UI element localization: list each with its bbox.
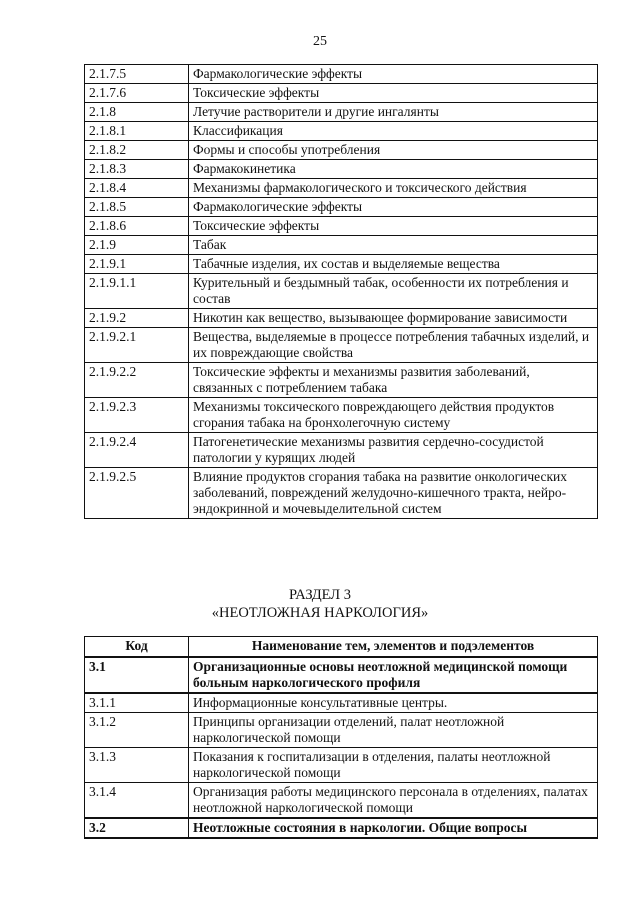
- row-title: Классификация: [189, 122, 598, 141]
- row-code: 2.1.9: [85, 236, 189, 255]
- row-title: Показания к госпитализации в отделения, палаты неотложной наркологической помощи: [189, 748, 598, 783]
- row-code: 2.1.9.2.2: [85, 363, 189, 398]
- table-row: [85, 398, 598, 433]
- row-title: Табак: [189, 236, 598, 255]
- table-row: [85, 818, 598, 838]
- row-code: 2.1.7.5: [85, 65, 189, 84]
- curriculum-table-section-3: [84, 636, 598, 839]
- row-code: 3.1.4: [85, 783, 189, 819]
- table-row: [85, 122, 598, 141]
- row-code: 2.1.9.2.1: [85, 328, 189, 363]
- row-code: 2.1.8.2: [85, 141, 189, 160]
- table-row: [85, 468, 598, 519]
- table-row: [85, 783, 598, 819]
- row-code: 3.2: [85, 818, 189, 838]
- row-title: Токсические эффекты: [189, 217, 598, 236]
- row-title: Фармакологические эффекты: [189, 65, 598, 84]
- row-code: 2.1.9.2.3: [85, 398, 189, 433]
- table-row: [85, 141, 598, 160]
- row-code: 3.1.2: [85, 713, 189, 748]
- row-title: Фармакологические эффекты: [189, 198, 598, 217]
- table-body: [85, 65, 598, 519]
- table-row: [85, 328, 598, 363]
- row-code: 3.1.3: [85, 748, 189, 783]
- row-title: Табачные изделия, их состав и выделяемые вещества: [189, 255, 598, 274]
- row-code: 2.1.8.5: [85, 198, 189, 217]
- section-heading: [0, 586, 640, 622]
- table-row: [85, 103, 598, 122]
- row-code: 2.1.9.2.5: [85, 468, 189, 519]
- section-number: РАЗДЕЛ 3: [289, 587, 351, 603]
- table-row: [85, 713, 598, 748]
- row-title: Вещества, выделяемые в процессе потребления табачных изделий, и их повреждающие свойства: [189, 328, 598, 363]
- row-code: 2.1.8.1: [85, 122, 189, 141]
- table-body: [85, 657, 598, 838]
- table-row: [85, 84, 598, 103]
- row-code: 2.1.8.3: [85, 160, 189, 179]
- table-row: [85, 693, 598, 713]
- row-title: Никотин как вещество, вызывающее формирование зависимости: [189, 309, 598, 328]
- table-row: [85, 657, 598, 693]
- row-code: 2.1.8.6: [85, 217, 189, 236]
- curriculum-table-section-2: [84, 64, 598, 519]
- row-title: Неотложные состояния в наркологии. Общие вопросы: [189, 818, 598, 838]
- row-title: Механизмы фармакологического и токсического действия: [189, 179, 598, 198]
- row-code: 2.1.9.2: [85, 309, 189, 328]
- row-code: 3.1: [85, 657, 189, 693]
- table-row: [85, 433, 598, 468]
- header-title: Наименование тем, элементов и подэлементов: [189, 637, 598, 658]
- table-row: [85, 65, 598, 84]
- table-row: [85, 309, 598, 328]
- table-row: [85, 363, 598, 398]
- table-row: [85, 179, 598, 198]
- table-row: [85, 748, 598, 783]
- row-title: Влияние продуктов сгорания табака на развитие онкологических заболеваний, повреждений желудочно-кишечного тракта, нейро-эндокринной и мочевыделительной систем: [189, 468, 598, 519]
- row-code: 2.1.8.4: [85, 179, 189, 198]
- table-row: [85, 236, 598, 255]
- section-title: «НЕОТЛОЖНАЯ НАРКОЛОГИЯ»: [211, 605, 429, 621]
- row-title: Токсические эффекты: [189, 84, 598, 103]
- table-row: [85, 255, 598, 274]
- row-title: Курительный и бездымный табак, особенности их потребления и состав: [189, 274, 598, 309]
- table-row: [85, 160, 598, 179]
- row-title: Организация работы медицинского персонала в отделениях, палатах неотложной наркологической помощи: [189, 783, 598, 819]
- table-header-row: [85, 637, 598, 658]
- header-code: Код: [85, 637, 189, 658]
- row-code: 2.1.9.1: [85, 255, 189, 274]
- row-code: 2.1.9.2.4: [85, 433, 189, 468]
- table-row: [85, 217, 598, 236]
- row-title: Механизмы токсического повреждающего действия продуктов сгорания табака на бронхолегочную систему: [189, 398, 598, 433]
- row-title: Информационные консультативные центры.: [189, 693, 598, 713]
- page-number: 25: [313, 34, 327, 49]
- table-row: [85, 274, 598, 309]
- row-title: Формы и способы употребления: [189, 141, 598, 160]
- row-code: 3.1.1: [85, 693, 189, 713]
- row-code: 2.1.9.1.1: [85, 274, 189, 309]
- row-code: 2.1.8: [85, 103, 189, 122]
- row-title: Организационные основы неотложной медицинской помощи больным наркологического профиля: [189, 657, 598, 693]
- row-code: 2.1.7.6: [85, 84, 189, 103]
- row-title: Патогенетические механизмы развития сердечно-сосудистой патологии у курящих людей: [189, 433, 598, 468]
- row-title: Токсические эффекты и механизмы развития заболеваний, связанных с потреблением табака: [189, 363, 598, 398]
- row-title: Фармакокинетика: [189, 160, 598, 179]
- row-title: Летучие растворители и другие ингалянты: [189, 103, 598, 122]
- table-row: [85, 198, 598, 217]
- row-title: Принципы организации отделений, палат неотложной наркологической помощи: [189, 713, 598, 748]
